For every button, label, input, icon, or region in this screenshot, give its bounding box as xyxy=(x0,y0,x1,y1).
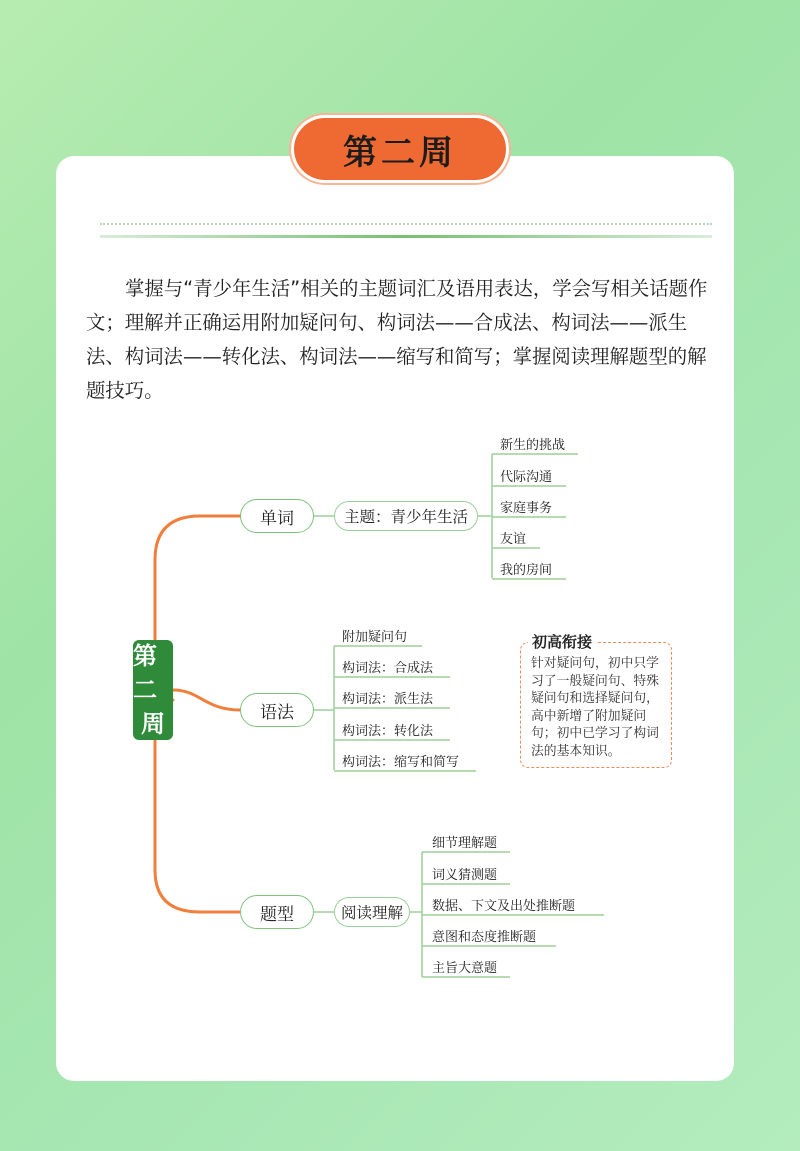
leaf-item: 细节理解题 xyxy=(432,836,498,851)
leaf-item: 构词法：转化法 xyxy=(342,724,434,739)
leaf-item: 构词法：合成法 xyxy=(342,661,434,676)
leaf-item: 意图和态度推断题 xyxy=(432,930,537,945)
leaf-item: 友谊 xyxy=(500,532,527,547)
leaf-item: 构词法：缩写和简写 xyxy=(342,755,460,770)
leaf-item: 家庭事务 xyxy=(500,501,553,516)
topic-reading: 阅读理解 xyxy=(334,897,410,927)
leaf-item: 词义猜测题 xyxy=(432,868,498,883)
leaf-item: 附加疑问句 xyxy=(342,630,408,645)
mindmap-root xyxy=(133,640,173,740)
root-label-bottom: 周 xyxy=(141,710,165,738)
leaf-item: 数据、下文及出处推断题 xyxy=(432,899,576,914)
intro-paragraph: 掌握与“青少年生活”相关的主题词汇及语用表达，学会写相关话题作文；理解并正确运用附加疑问句、构词法——合成法、构词法——派生法、构词法——转化法、构词法——缩写和简写；掌握阅读理解题型的解题技巧。 xyxy=(86,277,708,402)
root-label-top: 第二 xyxy=(133,642,157,704)
leaf-item: 构词法：派生法 xyxy=(342,692,434,707)
leaf-item: 新生的挑战 xyxy=(500,438,566,453)
branch-vocabulary: 单词 xyxy=(240,499,314,533)
leaf-item: 代际沟通 xyxy=(500,470,553,485)
topic-teen-life: 主题：青少年生活 xyxy=(334,501,478,531)
leaf-item: 主旨大意题 xyxy=(432,961,498,976)
branch-grammar: 语法 xyxy=(240,693,314,727)
week-badge: 第二周 xyxy=(294,118,506,180)
leaf-item: 我的房间 xyxy=(500,563,553,578)
tip-title: 初高衔接 xyxy=(528,631,596,652)
branch-question-types: 题型 xyxy=(240,895,314,929)
tip-box: 针对疑问句，初中只学习了一般疑问句、特殊疑问句和选择疑问句，高中新增了附加疑问句；初中已学习了构词法的基本知识。 xyxy=(520,642,672,768)
